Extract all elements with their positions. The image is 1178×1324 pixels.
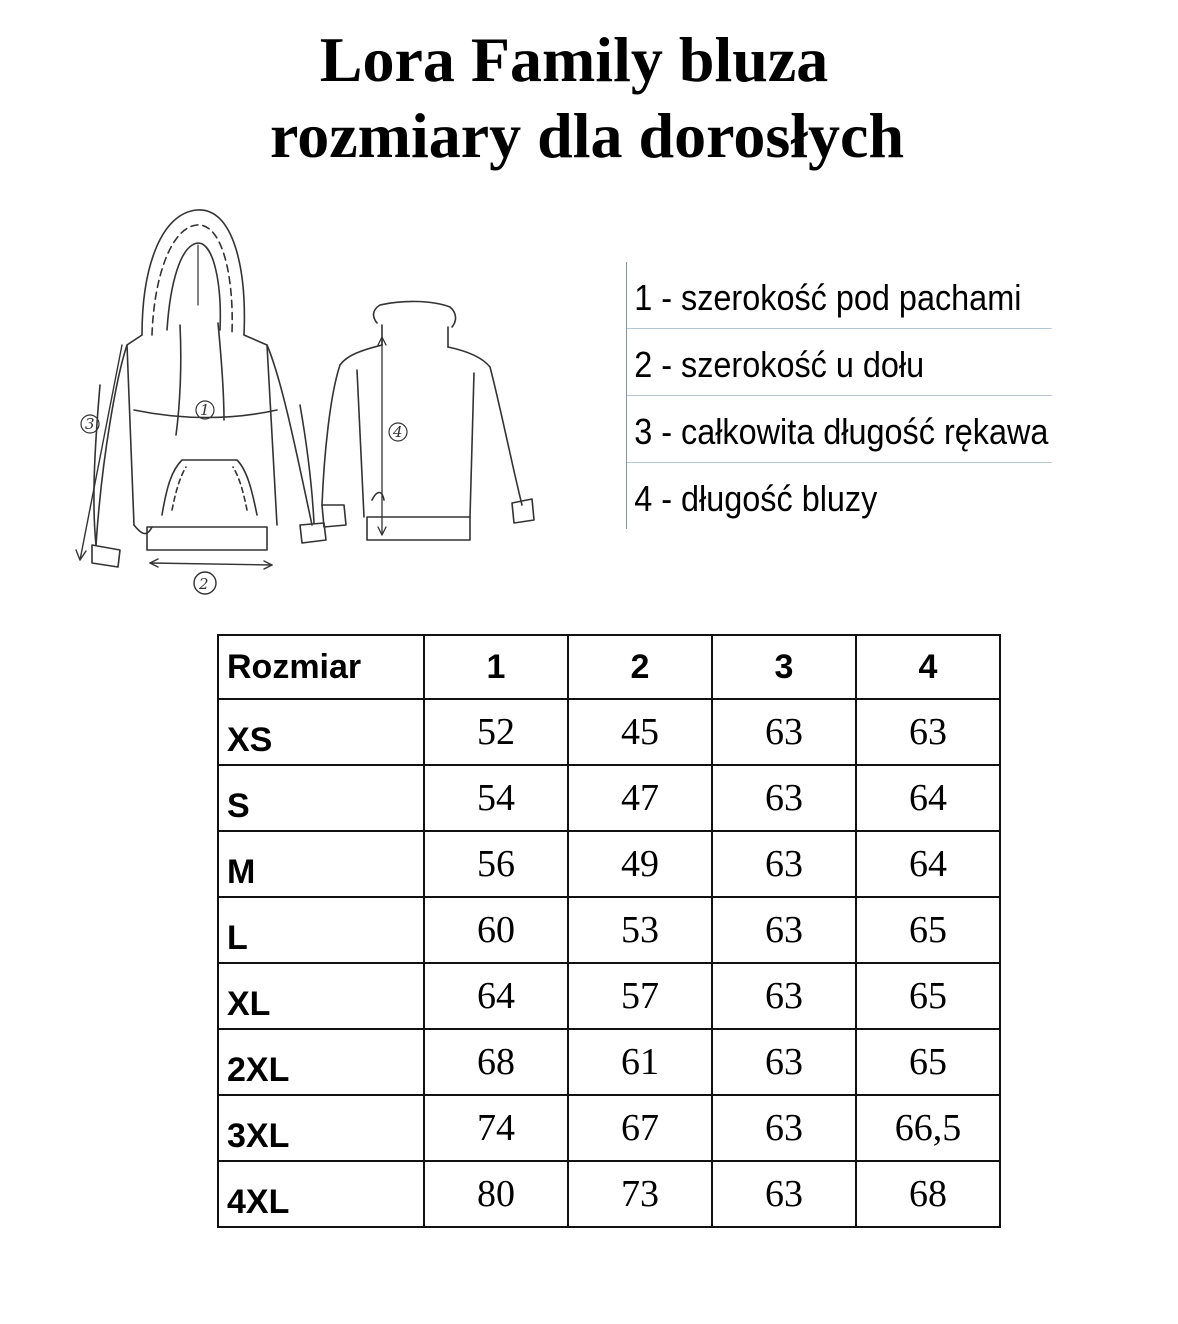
value-cell: 47 <box>568 765 712 831</box>
header-col-3: 3 <box>712 635 856 699</box>
value-cell: 63 <box>712 963 856 1029</box>
size-cell: 3XL <box>218 1095 424 1161</box>
value-cell: 57 <box>568 963 712 1029</box>
label-4: 4 <box>393 423 403 441</box>
table-row <box>218 699 1000 765</box>
size-cell: L <box>218 897 424 963</box>
value-cell: 53 <box>568 897 712 963</box>
measurement-legend <box>626 262 1099 529</box>
value-cell: 63 <box>712 1095 856 1161</box>
value-cell: 63 <box>712 699 856 765</box>
size-cell: 2XL <box>218 1029 424 1095</box>
value-cell: 56 <box>424 831 568 897</box>
page-title <box>0 22 1178 174</box>
table-row <box>218 765 1000 831</box>
value-cell: 63 <box>712 765 856 831</box>
value-cell: 54 <box>424 765 568 831</box>
value-cell: 49 <box>568 831 712 897</box>
value-cell: 64 <box>856 831 1000 897</box>
size-cell: S <box>218 765 424 831</box>
legend-item-2: 2 - szerokość u dołu <box>627 329 1052 396</box>
value-cell: 63 <box>856 699 1000 765</box>
legend-item-3: 3 - całkowita długość rękawa <box>627 396 1052 463</box>
label-2: 2 <box>199 575 209 593</box>
table-header-row <box>218 635 1000 699</box>
legend-item-4: 4 - długość bluzy <box>634 478 878 519</box>
value-cell: 63 <box>712 1161 856 1227</box>
value-cell: 61 <box>568 1029 712 1095</box>
header-col-1: 1 <box>424 635 568 699</box>
value-cell: 65 <box>856 963 1000 1029</box>
table-row <box>218 963 1000 1029</box>
table-row <box>218 1029 1000 1095</box>
value-cell: 74 <box>424 1095 568 1161</box>
size-cell: XL <box>218 963 424 1029</box>
table-row <box>218 1095 1000 1161</box>
size-cell: 4XL <box>218 1161 424 1227</box>
label-3: 3 <box>85 415 95 433</box>
title-line-1: Lora Family bluza <box>319 24 829 95</box>
size-cell: XS <box>218 699 424 765</box>
value-cell: 52 <box>424 699 568 765</box>
value-cell: 68 <box>424 1029 568 1095</box>
header-size: Rozmiar <box>218 635 424 699</box>
value-cell: 64 <box>424 963 568 1029</box>
hoodie-sketch <box>72 205 552 605</box>
value-cell: 63 <box>712 897 856 963</box>
hoodie-back-drawing <box>322 301 534 540</box>
legend-item-1: 1 - szerokość pod pachami <box>627 262 1052 329</box>
title-line-2: rozmiary dla dorosłych <box>269 100 905 171</box>
value-cell: 65 <box>856 897 1000 963</box>
table-row <box>218 1161 1000 1227</box>
value-cell: 73 <box>568 1161 712 1227</box>
value-cell: 66,5 <box>856 1095 1000 1161</box>
value-cell: 63 <box>712 831 856 897</box>
value-cell: 67 <box>568 1095 712 1161</box>
hoodie-front-drawing <box>76 210 326 569</box>
table-row <box>218 897 1000 963</box>
table-row <box>218 831 1000 897</box>
size-cell: M <box>218 831 424 897</box>
header-col-4: 4 <box>856 635 1000 699</box>
label-1: 1 <box>200 401 210 419</box>
value-cell: 60 <box>424 897 568 963</box>
value-cell: 65 <box>856 1029 1000 1095</box>
value-cell: 45 <box>568 699 712 765</box>
value-cell: 80 <box>424 1161 568 1227</box>
value-cell: 64 <box>856 765 1000 831</box>
value-cell: 68 <box>856 1161 1000 1227</box>
value-cell: 63 <box>712 1029 856 1095</box>
size-table <box>217 634 1001 1228</box>
header-col-2: 2 <box>568 635 712 699</box>
